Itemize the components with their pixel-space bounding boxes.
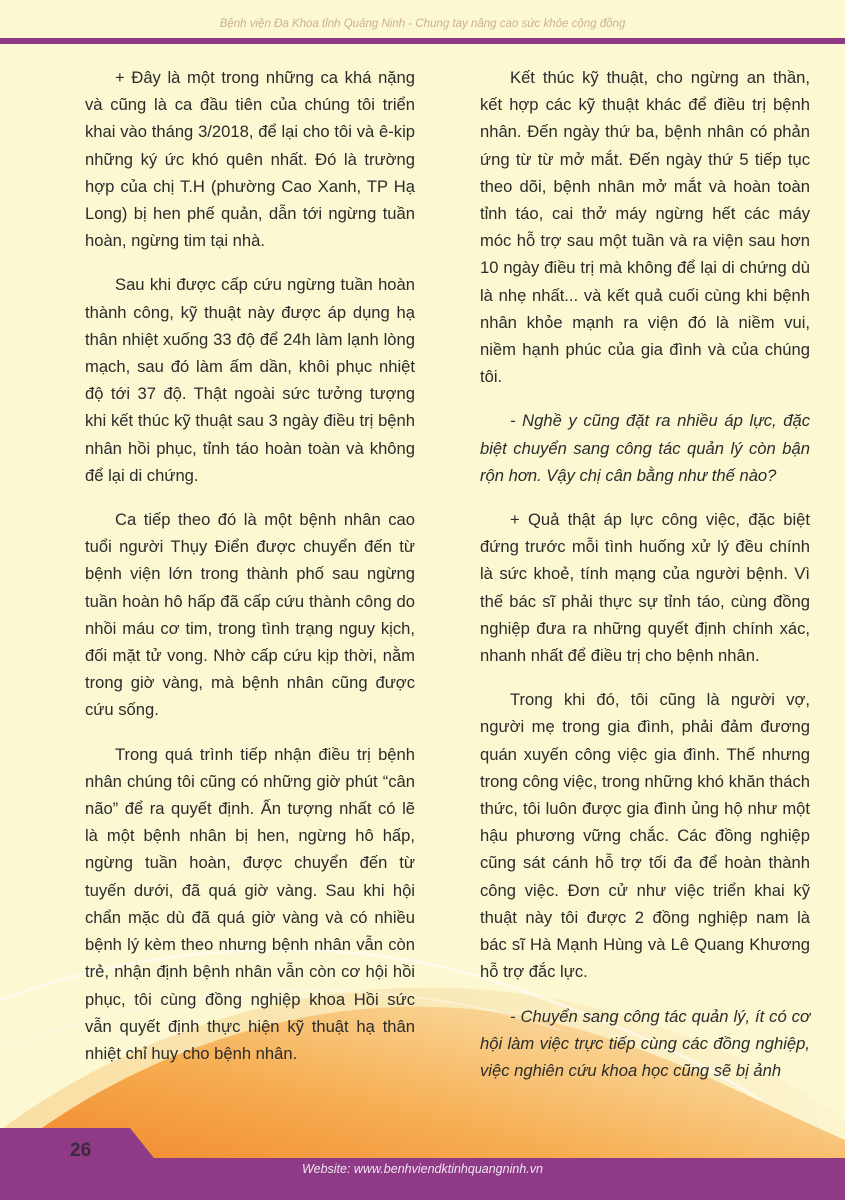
header-band — [0, 38, 845, 44]
paragraph: Ca tiếp theo đó là một bệnh nhân cao tuổi người Thụy Điển được chuyển đến từ bệnh viện lớn trong thành phố sau ngừng tuần hoàn hô hấp đã cấp cứu thành công do nhồi máu cơ tim, trong tình trạng nguy kịch, đối mặt tử vong. Nhờ cấp cứu kịp thời, nằm trong giờ vàng, mà bệnh nhân cũng được cứu sống. — [85, 510, 415, 720]
paragraph: + Quả thật áp lực công việc, đặc biệt đứng trước mỗi tình huống xử lý đều chính là sức khoẻ, tính mạng của người bệnh. Vì thế bác sĩ phải thực sự tỉnh táo, cùng đồng nghiệp đưa ra những quyết định chính xác, nhanh nhất để điều trị cho bệnh nhân. — [480, 510, 810, 666]
left-text-column — [85, 64, 415, 1084]
paragraph: Trong khi đó, tôi cũng là người vợ, người mẹ trong gia đình, phải đảm đương quán xuyến công việc gia đình. Thế nhưng trong công việc, trong những khó khăn thách thức, tôi luôn được gia đình ủng hộ như một hậu phương vững chắc. Các đồng nghiệp cũng sát cánh hỗ trợ tối đa để hoàn thành công việc. Đơn cử như việc triển khai kỹ thuật này tôi được 2 đồng nghiệp nam là bác sĩ Hà Mạnh Hùng và Lê Quang Khương hỗ trợ đắc lực. — [480, 690, 810, 982]
page-number: 26 — [70, 1140, 92, 1161]
right-text-column — [480, 64, 810, 1101]
page-header — [0, 0, 845, 40]
header-tagline: Bệnh viện Đa Khoa tỉnh Quảng Ninh - Chung tay nâng cao sức khỏe cộng đồng — [219, 18, 626, 30]
footer-website: Website: www.benhviendktinhquangninh.vn — [302, 1162, 543, 1176]
interview-question: - Chuyển sang công tác quản lý, ít có cơ hội làm việc trực tiếp cùng các đồng nghiệp, việc nghiên cứu khoa học cũng sẽ bị ảnh — [480, 1006, 810, 1080]
paragraph: Kết thúc kỹ thuật, cho ngừng an thần, kết hợp các kỹ thuật khác để điều trị bệnh nhân. Đến ngày thứ ba, bệnh nhân có phản ứng từ từ mở mắt. Đến ngày thứ 5 tiếp tục theo dõi, bệnh nhân mở mắt và hoàn toàn tỉnh táo, cai thở máy ngừng hết các máy móc hỗ trợ sau một tuần và ra viện sau hơn 10 ngày điều trị mà không để lại di chứng dù là nhẹ nhất... và kết quả cuối cùng khi bệnh nhân khỏe mạnh ra viện đó là niềm vui, niềm hạnh phúc của gia đình và của chúng tôi. — [480, 68, 810, 387]
paragraph: Sau khi được cấp cứu ngừng tuần hoàn thành công, kỹ thuật này được áp dụng hạ thân nhiệt xuống 33 độ để 24h làm lạnh lòng mạch, sau đó làm ấm dần, khôi phục nhiệt độ tới 37 độ. Thật ngoài sức tưởng tượng khi kết thúc kỹ thuật sau 3 ngày điều trị bệnh nhân hồi phục, tỉnh táo hoàn toàn và không để lại di chứng. — [85, 275, 415, 485]
paragraph: Trong quá trình tiếp nhận điều trị bệnh nhân chúng tôi cũng có những giờ phút “cân não” để ra quyết định. Ấn tượng nhất có lẽ là một bệnh nhân bị hen, ngừng hô hấp, ngừng tuần hoàn, được chuyển đến từ tuyến dưới, đã quá giờ vàng. Sau khi hội chẩn mặc dù đã quá giờ vàng và có nhiều bệnh lý kèm theo nhưng bệnh nhân vẫn còn trẻ, nhận định bệnh nhân vẫn còn cơ hội hồi phục, tôi cùng đồng nghiệp khoa Hồi sức vẫn quyết định thực hiện kỹ thuật hạ thân nhiệt chỉ huy cho bệnh nhân. — [85, 744, 415, 1063]
paragraph: + Đây là một trong những ca khá nặng và cũng là ca đầu tiên của chúng tôi triển khai vào tháng 3/2018, để lại cho tôi và ê-kip những ký ức khó quên nhất. Đó là trường hợp của chị T.H (phường Cao Xanh, TP Hạ Long) bị hen phế quản, dẫn tới ngừng tuần hoàn, ngừng tim tại nhà. — [85, 68, 415, 251]
interview-question: - Nghề y cũng đặt ra nhiều áp lực, đặc biệt chuyển sang công tác quản lý còn bận rộn hơn. Vậy chị cân bằng như thế nào? — [480, 411, 810, 485]
